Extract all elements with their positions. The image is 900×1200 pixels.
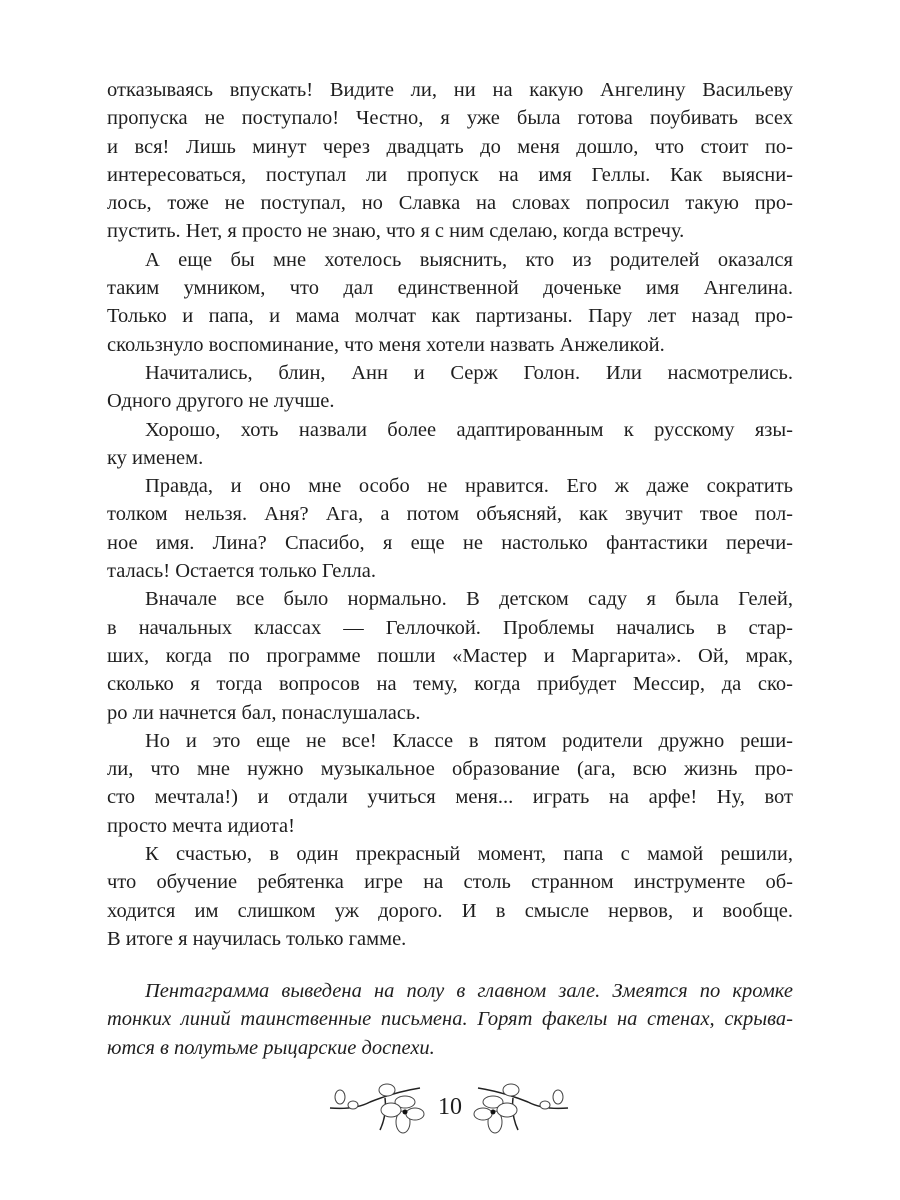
italic-line: Пентаграмма выведена на полу в главном зале. Змеятся по кромке bbox=[145, 980, 793, 1002]
text-line: толком нельзя. Аня? Ага, а потом объясняй, как звучит твое пол- bbox=[107, 503, 793, 526]
text-line: ро ли начнется бал, понаслушалась. bbox=[107, 701, 421, 724]
text-line: В итоге я научилась только гамме. bbox=[107, 927, 407, 950]
text-line: и вся! Лишь минут через двадцать до меня дошло, что стоит по- bbox=[107, 135, 793, 158]
text-line: К счастью, в один прекрасный момент, папа с мамой решили, bbox=[145, 843, 793, 866]
text-line: таким умником, что дал единственной доченьке имя Ангелина. bbox=[107, 277, 793, 300]
flower-ornament-right-icon bbox=[468, 1080, 573, 1140]
text-line: отказываясь впускать! Видите ли, ни на какую Ангелину Васильеву bbox=[107, 79, 793, 101]
text-line: ших, когда по программе пошли «Мастер и Маргарита». Ой, мрак, bbox=[107, 644, 793, 667]
text-line: в начальных классах — Геллочкой. Проблемы начались в стар- bbox=[107, 616, 793, 639]
text-line: ли, что мне нужно музыкальное образование (ага, всю жизнь про- bbox=[107, 758, 793, 781]
text-line: ходится им слишком уж дорого. И в смысле нервов, и вообще. bbox=[107, 899, 793, 922]
text-line: ку именем. bbox=[107, 446, 204, 469]
text-line: скользнуло воспоминание, что меня хотели назвать Анжеликой. bbox=[107, 333, 665, 356]
text-line: талась! Остается только Гелла. bbox=[107, 560, 377, 583]
text-line: пустить. Нет, я просто не знаю, что я с ним сделаю, когда встречу. bbox=[107, 220, 685, 243]
text-line: Правда, и оно мне особо не нравится. Его ж даже сократить bbox=[145, 475, 793, 498]
text-line: лось, тоже не поступал, но Славка на словах попросил такую про- bbox=[107, 192, 793, 215]
text-line: Одного другого не лучше. bbox=[107, 390, 335, 413]
page-number: 10 bbox=[438, 1094, 462, 1120]
page-footer bbox=[0, 1080, 900, 1140]
italic-line: ются в полутьме рыцарские доспехи. bbox=[107, 1036, 435, 1059]
text-line: Но и это еще не все! Классе в пятом родители дружно реши- bbox=[145, 729, 793, 752]
text-line: что обучение ребятенка игре на столь странном инструменте об- bbox=[107, 871, 793, 894]
text-line: интересоваться, поступал ли пропуск на имя Геллы. Как выясни- bbox=[107, 163, 793, 186]
text-line: Начитались, блин, Анн и Серж Голон. Или насмотрелись. bbox=[145, 361, 793, 384]
body-text bbox=[107, 76, 793, 953]
text-line: просто мечта идиота! bbox=[107, 814, 295, 837]
text-line: сто мечтала!) и отдали учиться меня... играть на арфе! Ну, вот bbox=[107, 786, 793, 809]
text-line: Хорошо, хоть назвали более адаптированным к русскому язы- bbox=[145, 418, 793, 441]
text-line: пропуска не поступало! Честно, я уже была готова поубивать всех bbox=[107, 107, 793, 130]
text-line: Вначале все было нормально. В детском саду я была Гелей, bbox=[145, 588, 793, 611]
italic-line: тонких линий таинственные письмена. Горят факелы на стенах, скрыва- bbox=[107, 1008, 793, 1031]
italic-passage bbox=[107, 977, 793, 1062]
text-line: А еще бы мне хотелось выяснить, кто из родителей оказался bbox=[145, 248, 793, 271]
text-line: сколько я тогда вопросов на тему, когда прибудет Мессир, да ско- bbox=[107, 673, 793, 696]
text-line: ное имя. Лина? Спасибо, я еще не настолько фантастики перечи- bbox=[107, 531, 793, 554]
text-line: Только и папа, и мама молчат как партизаны. Пару лет назад про- bbox=[107, 305, 793, 328]
